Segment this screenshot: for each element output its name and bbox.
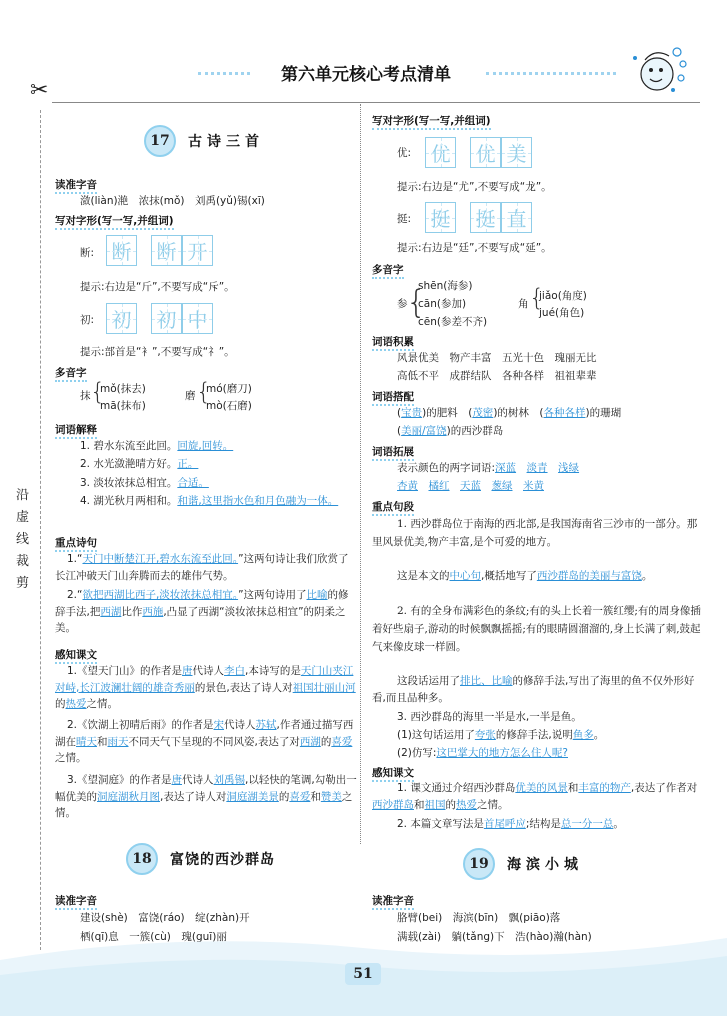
writing-box: 优: [425, 137, 456, 168]
brace: {: [196, 378, 212, 406]
chu-tip: 提示:部首是“衤”,不要写成“礻”。: [80, 346, 235, 358]
acc-line-2: 高低不平 成群结队 各种各样 祖祖辈辈: [397, 370, 597, 382]
write-label: 写对字形(写一写,并组词): [55, 215, 174, 227]
you-boxes: [425, 137, 532, 168]
match-line-1: (宝贵)的肥料 (茂密)的树林 (各种各样)的珊瑚: [397, 407, 622, 419]
poly-char-mo2: 磨: [185, 390, 196, 402]
scissors-icon: ✂: [30, 78, 49, 103]
ext-word: 米黄: [523, 480, 544, 492]
chu-label: 初:: [80, 314, 95, 326]
key-2: 2.“欲把西湖比西子,淡妆浓抹总相宜。”这两句诗用了比喻的修辞手法,把西湖比作西施,凸显了西湖“淡妆浓抹总相宜”的阴柔之美。: [55, 589, 349, 634]
writing-box: 美: [501, 137, 532, 168]
read-line-1: 胳臂(bei) 海滨(bīn) 飘(piāo)落: [397, 912, 561, 924]
poly-char-shen: 参: [397, 298, 408, 310]
sent-1-analysis: 这是本文的中心句,概括地写了西沙群岛的美丽与富饶。: [397, 570, 653, 582]
page-number: 51: [345, 963, 381, 985]
read-label: 读准字音: [372, 895, 414, 907]
poly-label: 多音字: [372, 264, 404, 276]
match-label: 词语搭配: [372, 391, 414, 403]
sent-label: 重点句段: [372, 501, 414, 513]
decorative-flower-icon: [625, 40, 695, 100]
sent-2: 2. 有的全身布满彩色的条纹;有的头上长着一簇红缨;有的周身像插着好些扇子,游动的时候飘飘摇摇;有的眼睛圆溜溜的,身上长满了刺,鼓起气来像皮球一样圆。: [372, 605, 701, 653]
ext-word: 淡青: [526, 462, 548, 474]
section-18-heading: [126, 843, 275, 875]
poly-char-jiao: 角: [518, 298, 529, 310]
text-label: 感知课文: [372, 767, 414, 779]
header-dots-left: [198, 72, 250, 79]
you-label: 优:: [397, 147, 412, 159]
sent-2-analysis: 这段话运用了排比、比喻的修辞手法,写出了海里的鱼不仅外形好看,而且品种多。: [372, 675, 695, 704]
acc-label: 词语积累: [372, 336, 414, 348]
poly-jiao-b: jué(角色): [539, 307, 585, 319]
section-number: 17: [144, 125, 176, 157]
poly-char-mo: 抹: [80, 390, 91, 402]
poly-mo-b: mā(抹布): [100, 400, 146, 412]
text-2: 2.《饮湖上初晴后雨》的作者是宋代诗人苏轼,作者通过描写西湖在晴天和雨天不同天气下呈现的不同风姿,表达了对西湖的喜爱之情。: [55, 719, 354, 764]
poly-label: 多音字: [55, 367, 87, 379]
read-line-1: 建设(shè) 富饶(ráo) 绽(zhàn)开: [80, 912, 250, 924]
key-1: 1.“天门中断楚江开,碧水东流至此回。”这两句诗让我们欣赏了长江冲破天门山奔腾而去的雄伟气势。: [55, 553, 349, 582]
brace: {: [529, 284, 545, 312]
section-number: 18: [126, 843, 158, 875]
ext-word: 天蓝: [460, 480, 481, 492]
read-label: 读准字音: [55, 895, 97, 907]
chu-boxes: [106, 303, 213, 334]
writing-box: 初: [106, 303, 137, 334]
duan-label: 断:: [80, 247, 95, 259]
expl-3: 3. 淡妆浓抹总相宜。合适。: [80, 477, 209, 489]
poly-shen-c: cēn(参差不齐): [418, 316, 488, 328]
writing-box: 中: [182, 303, 213, 334]
ext-word: 杏黄: [397, 480, 418, 492]
key-label: 重点诗句: [55, 537, 97, 549]
match-line-2: (美丽/富饶)的西沙群岛: [397, 425, 504, 437]
ext-line-2: [397, 479, 544, 493]
writing-box: 直: [501, 202, 532, 233]
read-line-2: 满载(zài) 躺(tǎng)下 浩(hào)瀚(hàn): [397, 931, 592, 943]
poly-jiao-a: jiǎo(角度): [539, 290, 587, 302]
section-title: 海滨小城: [507, 857, 583, 873]
ting-label: 挺:: [397, 213, 412, 225]
writing-box: 断: [151, 235, 182, 266]
text-1: 1.《望天门山》的作者是唐代诗人李白,本诗写的是天门山夹江对峙,长江波澜壮阔的雄奇秀丽的景色,表达了诗人对祖国壮丽山河的热爱之情。: [55, 665, 356, 710]
cut-note: 沿虚线裁剪: [16, 488, 30, 591]
header-rule: [52, 102, 700, 103]
duan-tip: 提示:右边是“斤”,不要写成“斥”。: [80, 281, 235, 293]
brace: {: [406, 283, 427, 321]
ext-word: 橘红: [428, 480, 450, 492]
section-title: 古诗三首: [188, 134, 264, 150]
expl-2: 2. 水光潋滟晴方好。正。: [80, 458, 199, 470]
section-19-heading: [463, 848, 583, 880]
section-number: 19: [463, 848, 495, 880]
poly-shen-a: shēn(海参): [418, 280, 473, 292]
brace: {: [90, 378, 106, 406]
ext-line-1: 表示颜色的两字词语:深蓝 淡青 浅绿: [397, 462, 580, 474]
read-line: 潋(liàn)滟 浓抹(mǒ) 刘禹(yǔ)锡(xī): [80, 195, 265, 207]
course-2: 2. 本篇文章写法是首尾呼应;结构是总一分一总。: [397, 818, 624, 830]
you-tip: 提示:右边是“尤”,不要写成“龙”。: [397, 181, 552, 193]
poly-mo2-b: mò(石磨): [206, 400, 252, 412]
sent-3: 3. 西沙群岛的海里一半是水,一半是鱼。: [397, 711, 582, 723]
sent-1: 1. 西沙群岛位于南海的西北部,是我国海南省三沙市的一部分。那里风景优美,物产丰富,是个可爱的地方。: [372, 518, 698, 548]
read-line-2: 栖(qī)息 一簇(cù) 瑰(guī)丽: [80, 931, 227, 943]
poly-shen-b: cān(参加): [418, 298, 467, 310]
text-3: 3.《望洞庭》的作者是唐代诗人刘禹锡,以轻快的笔调,勾勒出一幅优美的洞庭湖秋月图,表达了诗人对洞庭湖美景的喜爱和赞美之情。: [55, 774, 357, 819]
ext-word: 深蓝: [495, 462, 517, 474]
duan-boxes: [106, 235, 213, 266]
ting-boxes: [425, 202, 532, 233]
course-1: 1. 课文通过介绍西沙群岛优美的风景和丰富的物产,表达了作者对西沙群岛和祖国的热爱之情。: [372, 782, 698, 811]
sent-3-q2: (2)仿写:这巴掌大的地方怎么住人呢?: [397, 747, 568, 759]
writing-box: 挺: [470, 202, 501, 233]
text-label: 感知课文: [55, 649, 97, 661]
acc-line-1: 风景优美 物产丰富 五光十色 瑰丽无比: [397, 352, 597, 364]
read-label: 读准字音: [55, 179, 97, 191]
writing-box: 优: [470, 137, 501, 168]
ext-label: 词语拓展: [372, 446, 414, 458]
writing-box: 挺: [425, 202, 456, 233]
section-17-heading: [144, 125, 264, 157]
cut-line: [40, 110, 41, 950]
writing-box: 断: [106, 235, 137, 266]
sent-3-q1: (1)这句话运用了夸张的修辞手法,说明鱼多。: [397, 729, 605, 741]
poly-mo-a: mǒ(抹去): [100, 383, 146, 395]
writing-box: 初: [151, 303, 182, 334]
expl-4: 4. 湖光秋月两相和。和谐,这里指水色和月色融为一体。: [80, 495, 339, 507]
expl-1: 1. 碧水东流至此回。回旋,回转。: [80, 440, 234, 452]
poly-mo2-a: mó(磨刀): [206, 383, 252, 395]
page-title: 第六单元核心考点清单: [281, 65, 451, 85]
ext-word: 浅绿: [558, 462, 580, 474]
section-title: 富饶的西沙群岛: [170, 852, 275, 868]
writing-box: 开: [182, 235, 213, 266]
expl-label: 词语解释: [55, 424, 97, 436]
header-dots-right: [486, 72, 616, 79]
write-label: 写对字形(写一写,并组词): [372, 115, 491, 127]
ext-word: 葱绿: [491, 480, 513, 492]
ting-tip: 提示:右边是“廷”,不要写成“延”。: [397, 242, 552, 254]
column-divider: [360, 104, 361, 844]
